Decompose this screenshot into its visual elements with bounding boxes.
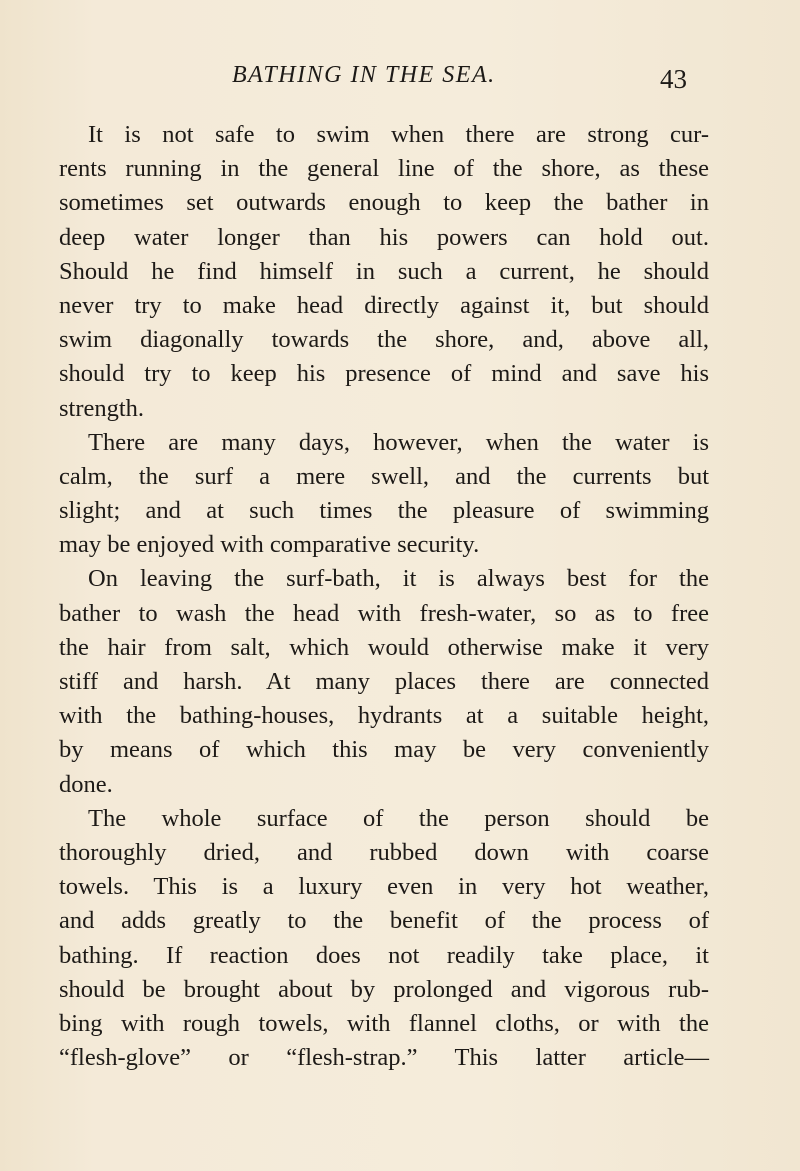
text-line: It is not safe to swim when there are strong cur- [88,121,709,148]
text-line: done. [59,770,113,798]
text-line: may be enjoyed with comparative security. [59,531,480,559]
text-line: bathing. If reaction does not readily take place, it [59,941,709,969]
text-line: deep water longer than his powers can hold out. [59,223,709,251]
text-line: never try to make head directly against it, but should [59,291,709,319]
text-line: and adds greatly to the benefit of the process of [59,907,709,935]
body-text [59,118,709,1075]
text-line: Should he find himself in such a current, he should [59,257,709,285]
text-line: towels. This is a luxury even in very hot weather, [59,873,709,901]
text-line: On leaving the surf-bath, it is always best for the [88,565,709,593]
text-line: “flesh-glove” or “flesh-strap.” This latter article— [59,1044,709,1072]
text-line: should try to keep his presence of mind and save his [59,360,709,388]
text-line: There are many days, however, when the water is [88,428,709,456]
text-line: thoroughly dried, and rubbed down with coarse [59,838,709,866]
text-line: slight; and at such times the pleasure of swimming [59,497,709,525]
text-line: stiff and harsh. At many places there are connected [59,668,709,695]
text-line: with the bathing-houses, hydrants at a suitable height, [59,702,709,730]
text-line: should be brought about by prolonged and vigorous rub- [59,975,709,1003]
text-line: swim diagonally towards the shore, and, above all, [59,326,709,354]
text-line: strength. [59,394,145,422]
text-line: bing with rough towels, with flannel cloths, or with the [59,1009,709,1037]
text-line: rents running in the general line of the shore, as these [59,155,709,183]
text-line: bather to wash the head with fresh-water, so as to free [59,599,709,627]
text-line: The whole surface of the person should be [88,804,709,832]
text-line: the hair from salt, which would otherwise make it very [59,633,709,661]
running-head: BATHING IN THE SEA. [232,62,496,88]
text-line: sometimes set outwards enough to keep the bather in [59,189,709,217]
page-header [0,62,800,102]
text-line: calm, the surf a mere swell, and the currents but [59,462,709,490]
text-line: by means of which this may be very conveniently [59,736,709,764]
page-number: 43 [660,64,687,94]
